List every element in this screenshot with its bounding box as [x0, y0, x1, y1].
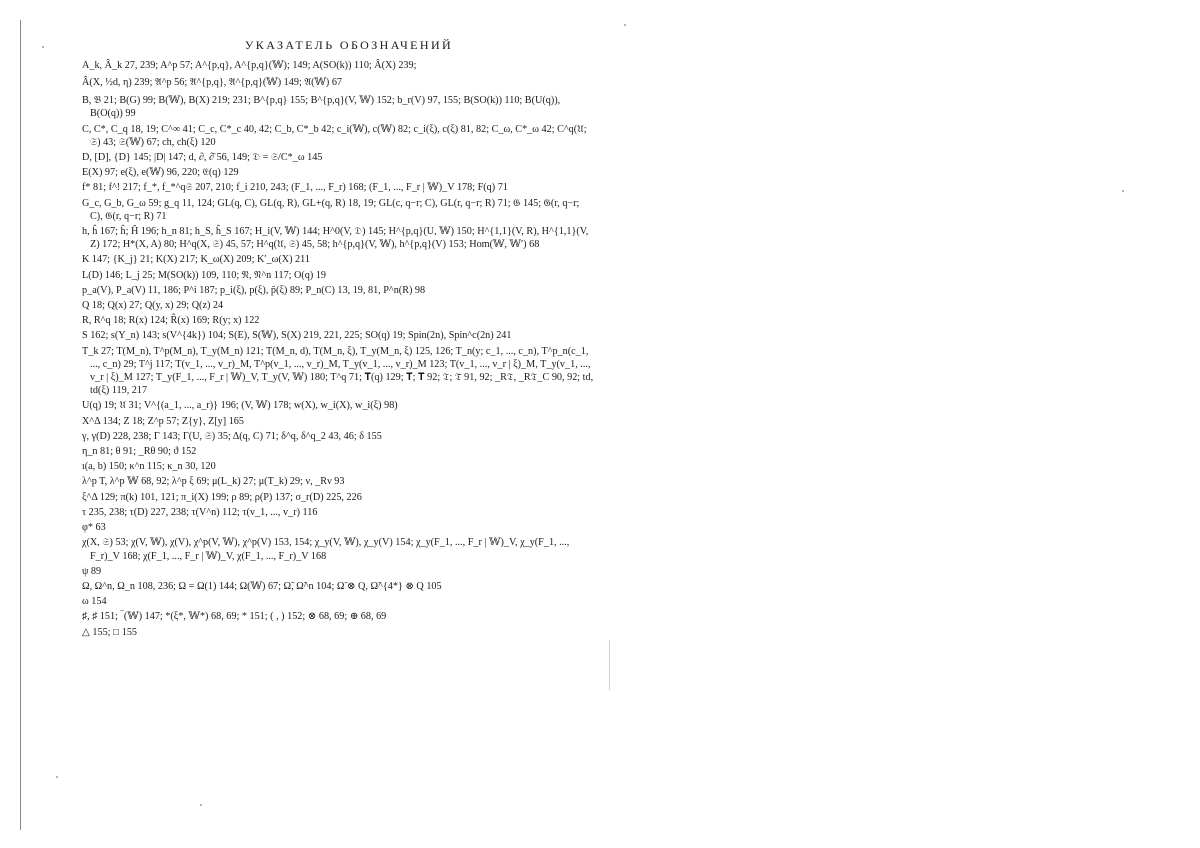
index-entry-b: B, 𝔅 21; B(G) 99; B(𝕎), B(X) 219; 231; B^{p,q} 155; B^{p,q}(V, 𝕎) 152; b_r(V) 97, 155; B(SO(k)) 110; B(U(q)), B(O(q)) 99: [82, 95, 561, 120]
scan-speck: [42, 46, 44, 48]
index-entry-chi: χ(X, 𝔖) 53; χ(V, 𝕎), χ(V), χ^p(V, 𝕎), χ^p(V) 153, 154; χ_y(V, 𝕎), χ_y(V) 154; χ_y(F_1, ..., F_r | 𝕎)_V, χ_y(F_1, ..., F_r)_V 168; χ(F_1, ..., F_r | 𝕎)_V, χ(F_1, ..., F_r)_V 168: [82, 537, 570, 562]
index-entry-omega-capital: Ω, Ω^n, Ω_n 108, 236; Ω = Ω(1) 144; Ω(𝕎) 67; Ω̃, Ω̃^n 104; Ω̃ ⊗ Q, Ω̃^{4*} ⊗ Q 105: [82, 580, 442, 592]
index-entry-lambda: λ^p T, λ^p 𝕎 68, 92; λ^p ξ 69; μ(L_k) 27; μ(T_k) 29; ν, _Rν 93: [82, 476, 345, 488]
index-entry-u: U(q) 19; 𝔘 31; V^{(a_1, ..., a_r)} 196; (V, 𝕎) 178; w(X), w_i(X), w_i(ξ) 98): [82, 400, 398, 412]
page-margin-line: [20, 20, 21, 830]
index-entry-a-continued: Â(X, ½d, η) 239; 𝔄^p 56; 𝔄^{p,q}, 𝔄^{p,q}(𝕎) 149; 𝔄(𝕎) 67: [82, 77, 343, 89]
index-entry-k: K 147; {K_j} 21; K(X) 217; K_ω(X) 209; K′_ω(X) 211: [82, 254, 310, 266]
scan-speck: [200, 804, 202, 806]
scan-speck: [624, 24, 626, 26]
book-page: [82, 38, 594, 641]
index-entry-xi: ξ^Δ 129; π(k) 101, 121; π_i(X) 199; ρ 89; ρ(P) 137; σ_r(D) 225, 226: [82, 491, 362, 503]
index-entry-iota: ι(a, b) 150; κ^n 115; κ_n 30, 120: [82, 461, 216, 473]
scan-speck: [1122, 190, 1124, 192]
index-entry-r: R, R^q 18; R(x) 124; R̂(x) 169; R(y; x) 122: [82, 315, 260, 327]
index-entry-phi: φ* 63: [82, 522, 106, 534]
index-entry-d: D, [D], {D} 145; |D| 147; d, ∂, ∂̄ 56, 149; 𝔇 = 𝔖/C*_ω 145: [82, 152, 323, 164]
index-entry-eta: η_n 81; θ 91; _Rθ 90; ϑ 152: [82, 446, 197, 458]
index-entry-g: G_c, G_b, G_ω 59; g_q 11, 124; GL(q, C), GL(q, R), GL+(q, R) 18, 19; GL(c, q−r; C), GL(r, q−r; R) 71; 𝔊 145; 𝔊(r, q−r; C), 𝔊(r, q−r; R) 71: [82, 197, 580, 222]
index-entry-symbols-continued: △ 155; □ 155: [82, 626, 138, 638]
index-entry-tau: τ 235, 238; τ(D) 227, 238; τ(V^n) 112; τ(v_1, ..., v_r) 116: [82, 506, 318, 518]
index-entry-x: X^Δ 134; Z 18; Z^p 57; Z{y}, Z[y] 165: [82, 415, 244, 427]
index-entry-e: E(X) 97; e(ξ), e(𝕎) 96, 220; 𝔈(q) 129: [82, 167, 239, 179]
notation-index-list: [82, 59, 594, 639]
index-entry-t: T_k 27; T(M_n), T^p(M_n), T_y(M_n) 121; T(M_n, d), T(M_n, ξ), T_y(M_n, ξ) 125, 126; T_n(y; c_1, ..., c_n), T^p_n(c_1, ..., c_n) 29; T^j 117; T(v_1, ..., v_r)_M, T^p(v_1, ..., v_r)_M, T_y(v_1, ..., v_r)_M 123; T(v_1, ..., v_r | ξ)_M, T_y(v_1, ..., v_r | ξ)_M 127; T_y(F_1, ..., F_r | 𝕎)_V, T_y(V, 𝕎) 180; T^q 71; 𝐓(q) 129; 𝐓; 𝐓̄ 92; 𝔗; 𝔗̄ 91, 92; _R𝔗, _R𝔗_C 90, 92; td, td(ξ) 119, 217: [82, 345, 594, 397]
index-entry-c: C, C*, C_q 18, 19; C^∞ 41; C_c, C*_c 40, 42; C_b, C*_b 42; c_i(𝕎), c(𝕎) 82; c_i(ξ), c(ξ) 81, 82; C_ω, C*_ω 42; C^q(𝔘; 𝔖) 43; 𝔖(𝕎) 67; ch, ch(ξ) 120: [82, 123, 587, 148]
index-entry-h: h, ĥ 167; ĥ; Ĥ 196; h_n 81; h_S, ĥ_S 167; H_i(V, 𝕎) 144; H^0(V, 𝔇) 145; H^{p,q}(U, 𝕎) 150; H^{1,1}(V, R), H^{1,1}(V, Z) 172; H*(X, A) 80; H^q(X, 𝔖) 45, 57; H^q(𝔘, 𝔖) 45, 58; h^{p,q}(V, 𝕎), h^{p,q}(V) 153; Hom(𝕎, 𝕎′) 68: [82, 226, 589, 251]
faint-scan-line: [609, 640, 610, 690]
index-entry-l: L(D) 146; L_j 25; M(SO(k)) 109, 110; 𝔑, 𝔑^n 117; O(q) 19: [82, 269, 327, 281]
index-entry-gamma: γ, γ(D) 228, 238; Γ 143; Γ(U, 𝔖) 35; Δ(q, C) 71; δ^q, δ^q_2 43, 46; δ 155: [82, 430, 382, 442]
index-entry-a: A_k, Â_k 27, 239; A^p 57; A^{p,q}, A^{p,q}(𝕎); 149; A(SO(k)) 110; Â(X) 239;: [82, 60, 417, 71]
scan-speck: [56, 776, 58, 778]
index-entry-f: f* 81; f^! 217; f_*, f_*^q𝔖 207, 210; f_i 210, 243; (F_1, ..., F_r) 168; (F_1, ..., F_r | 𝕎)_V 178; F(q) 71: [82, 182, 508, 194]
index-entry-p: p_a(V), P_a(V) 11, 186; P^i 187; p_i(ξ), p(ξ), p̃(ξ) 89; P_n(C) 13, 19, 81, P^n(R) 98: [82, 284, 426, 296]
index-entry-q: Q 18; Q(x) 27; Q(y, x) 29; Q(z) 24: [82, 300, 224, 312]
index-entry-s: S 162; s(Y_n) 143; s(V^{4k}) 104; S(E), S(𝕎), S(X) 219, 221, 225; SO(q) 19; Spin(2n), Spin^c(2n) 241: [82, 330, 512, 342]
page-title: УКАЗАТЕЛЬ ОБОЗНАЧЕНИЙ: [244, 38, 454, 52]
index-entry-psi: ψ 89: [82, 565, 102, 577]
index-entry-omega: ω 154: [82, 596, 107, 608]
index-entry-symbols: ♯, ♯ 151; ‾(𝕎) 147; *(ξ*, 𝕎*) 68, 69; * 151; ( , ) 152; ⊗ 68, 69; ⊕ 68, 69: [82, 611, 387, 623]
